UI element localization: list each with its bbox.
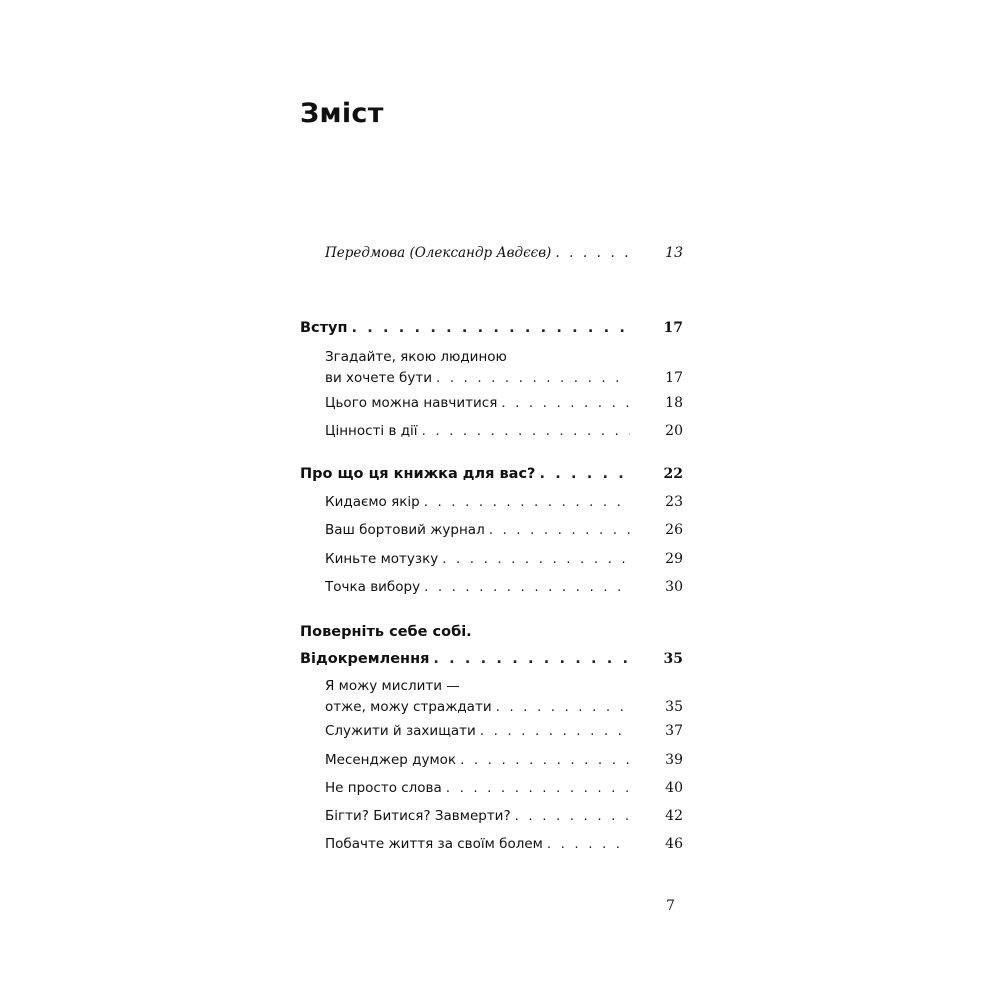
toc-entry-drop-rope[interactable]: [325, 549, 683, 570]
toc-entry-title-line1: Згадайте, якою людиною: [325, 349, 507, 365]
toc-page-number: 29: [665, 551, 683, 567]
toc-page-number: 46: [665, 836, 683, 852]
toc-entry-thought-messenger[interactable]: [325, 750, 683, 771]
toc-leader-dots: [489, 520, 630, 541]
toc-entry-not-just-words[interactable]: [325, 778, 683, 799]
toc-entry-introduction[interactable]: [300, 318, 683, 339]
page-folio: 7: [666, 898, 675, 914]
toc-entry-title: Точка вибору: [325, 579, 421, 595]
toc-entry-title-line2: отже, можу страждати: [325, 699, 492, 715]
toc-entry-title-line1: Поверніть себе собі.: [300, 624, 472, 640]
toc-entry-title: Киньте мотузку: [325, 551, 439, 567]
toc-page-number: 18: [665, 395, 683, 411]
toc-entry-defusion[interactable]: [300, 622, 683, 670]
toc-page-number: 17: [665, 370, 683, 386]
toc-leader-dots: [547, 834, 630, 855]
toc-leader-dots: [501, 393, 630, 414]
toc-entry-title-line2: Відокремлення: [300, 651, 430, 667]
toc-page-number: 17: [663, 320, 683, 336]
toc-page-number: 23: [665, 494, 683, 510]
toc-leader-dots: [442, 549, 630, 570]
toc-leader-dots: [555, 243, 630, 264]
toc-entry-can-learn[interactable]: [325, 393, 683, 414]
toc-entry-foreword[interactable]: [325, 243, 683, 264]
toc-entry-title: Месенджер думок: [325, 752, 457, 768]
toc-page-number: 30: [665, 579, 683, 595]
page-title: Зміст: [300, 98, 384, 129]
toc-page-number: 40: [665, 780, 683, 796]
toc-entry-title: Вступ: [300, 320, 348, 336]
toc-entry-title: Ваш бортовий журнал: [325, 522, 485, 538]
toc-entry-logbook[interactable]: [325, 520, 683, 541]
toc-page-number: 35: [663, 651, 683, 667]
toc-leader-dots: [433, 649, 630, 670]
toc-entry-remember-who[interactable]: [325, 347, 683, 389]
toc-entry-title: Побачте життя за своїм болем: [325, 836, 543, 852]
toc-entry-i-think[interactable]: [325, 676, 683, 718]
toc-leader-dots: [424, 492, 630, 513]
toc-page-number: 20: [665, 423, 683, 439]
toc-entry-title: Цього можна навчитися: [325, 395, 498, 411]
toc-entry-title: Передмова (Олександр Авдєєв): [325, 245, 552, 261]
toc-entry-serve-protect[interactable]: [325, 721, 683, 742]
toc-entry-fight-flight-freeze[interactable]: [325, 806, 683, 827]
toc-page-number: 22: [663, 466, 683, 482]
toc-leader-dots: [515, 806, 630, 827]
toc-page-number: 13: [665, 245, 683, 261]
toc-leader-dots: [424, 577, 630, 598]
toc-entry-title: Служити й захищати: [325, 723, 476, 739]
toc-page-number: 42: [665, 808, 683, 824]
toc-page-number: 26: [665, 522, 683, 538]
toc-leader-dots: [352, 318, 630, 339]
toc-leader-dots: [436, 368, 630, 389]
toc-leader-dots: [496, 697, 630, 718]
toc-entry-title: Кидаємо якір: [325, 494, 420, 510]
toc-leader-dots: [480, 721, 630, 742]
toc-entry-title: Не просто слова: [325, 780, 442, 796]
toc-entry-drop-anchor[interactable]: [325, 492, 683, 513]
toc-entry-about-book[interactable]: [300, 464, 683, 485]
toc-leader-dots: [446, 778, 630, 799]
toc-entry-values-in-action[interactable]: [325, 421, 683, 442]
toc-page-number: 37: [665, 723, 683, 739]
toc-entry-title: Цінності в дії: [325, 423, 418, 439]
toc-leader-dots: [422, 421, 630, 442]
toc-entry-title-line1: Я можу мислити —: [325, 678, 460, 694]
toc-page-number: 39: [665, 752, 683, 768]
toc-entry-title-line2: ви хочете бути: [325, 370, 432, 386]
toc-leader-dots: [539, 464, 630, 485]
toc-entry-choice-point[interactable]: [325, 577, 683, 598]
toc-page-number: 35: [665, 699, 683, 715]
toc-entry-title: Бігти? Битися? Завмерти?: [325, 808, 511, 824]
toc-leader-dots: [460, 750, 630, 771]
toc-entry-title: Про що ця книжка для вас?: [300, 466, 536, 482]
toc-entry-see-life-beyond-pain[interactable]: [325, 834, 683, 855]
